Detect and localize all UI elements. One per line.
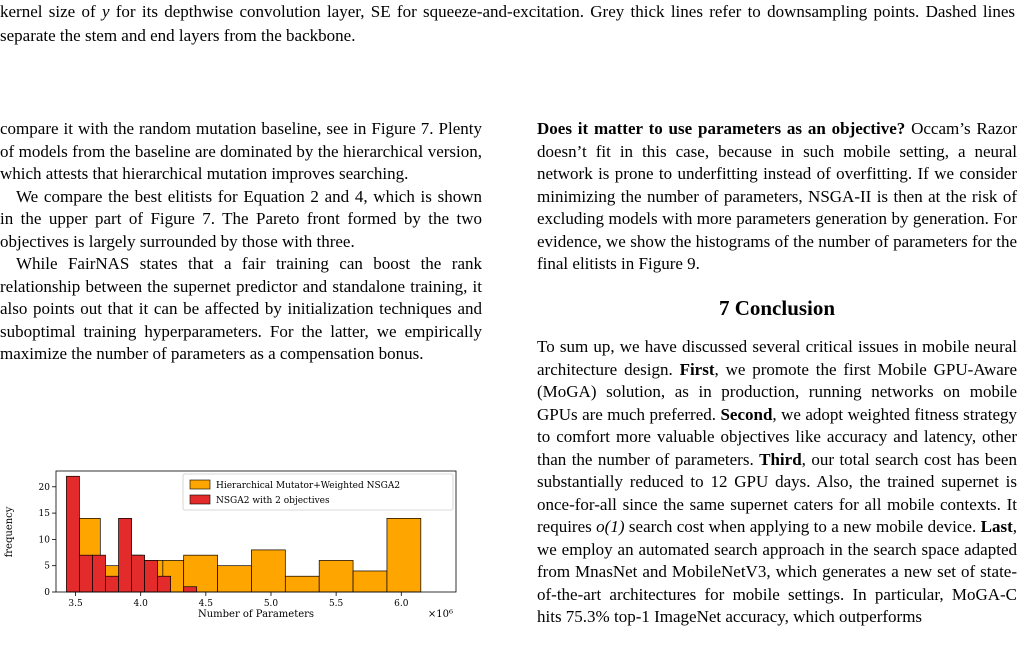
legend-label-hierarchical: Hierarchical Mutator+Weighted NSGA2: [216, 481, 401, 491]
text: , our total search cost has been substantially reduced to 12 GPU days. Also, the trained supernet is once-for-all since the same supernet caters for all mobile contexts. It requires: [537, 449, 1017, 536]
x-tick-label: 4.5: [198, 599, 214, 609]
bold-text: Third: [759, 449, 802, 469]
paragraph: We compare the best elitists for Equation 2 and 4, which is shown in the upper part of Figure 7. The Pareto front formed by the two objectives is largely surrounded by those with three.: [0, 186, 482, 251]
x-axis-label: Number of Parameters: [197, 609, 315, 620]
text: To sum up, we have discussed several critical issues in mobile neural architecture design.: [537, 337, 1017, 379]
legend-swatch-nsga2: [190, 495, 210, 504]
histogram-bar-series0-bin7: [251, 550, 285, 592]
bold-text: Last: [980, 517, 1013, 536]
legend-label-nsga2: NSGA2 with 2 objectives: [216, 496, 330, 506]
histogram-bar-series1-bin9: [184, 587, 197, 592]
chart-legend: [183, 474, 453, 510]
y-tick-label: 15: [38, 509, 50, 520]
bold-text: First: [679, 359, 715, 379]
text: search cost when applying to a new mobile device.: [624, 517, 981, 536]
x-axis-multiplier: ×10⁶: [427, 609, 453, 620]
paragraph-body: Occam’s Razor doesn’t fit in this case, because in such mobile setting, a neural network is prone to underfitting instead of overfitting. If we consider minimizing the number of parameters, NSGA-II is then at the risk of excluding models with more parameters generation by generation. For evidence, we show the histograms of the number of parameters for the final elitists in Figure 9.: [537, 119, 1017, 273]
histogram-chart: [0, 460, 470, 620]
y-tick-label: 20: [38, 482, 50, 493]
text: , we promote the first Mobile GPU-Aware (MoGA) solution, as in production, running networks on mobile GPUs are much preferred.: [537, 359, 1017, 424]
caption-variable: y: [101, 2, 110, 21]
bold-text: Second: [720, 404, 773, 424]
histogram-bar-series1-bin2: [92, 555, 105, 592]
left-column: [0, 118, 482, 366]
histogram-bar-series1-bin1: [79, 555, 92, 592]
histogram-bar-series0-bin11: [387, 518, 421, 592]
figure-caption: [0, 0, 1015, 48]
x-tick-label: 4.0: [133, 599, 148, 609]
y-tick-label: 0: [44, 588, 50, 598]
text: , we adopt weighted fitness strategy to comfort more valuable objectives like accuracy and latency, other than the number of parameters.: [537, 404, 1017, 469]
histogram-bar-series1-bin7: [158, 576, 171, 592]
histogram-bar-series0-bin9: [319, 560, 353, 592]
histogram-bar-series1-bin6: [145, 560, 158, 592]
math: o(1): [596, 517, 625, 536]
histogram-bar-series0-bin10: [353, 571, 387, 592]
text: , we employ an automated search approach in the search space adapted from MnasNet and MobileNetV3, which generates a new set of state-of-the-art architectures for mobile settings. In particular, MoGA-C hits 75.3% top-1 ImageNet accuracy, which outperforms: [537, 517, 1017, 626]
histogram-bar-series1-bin5: [132, 555, 145, 592]
histogram-bar-series1-bin0: [66, 476, 79, 592]
conclusion-section: [537, 336, 1017, 629]
x-tick-label: 6.0: [394, 599, 409, 609]
y-tick-label: 10: [38, 535, 50, 546]
histogram-bar-series0-bin6: [218, 566, 252, 592]
right-column: [537, 118, 1017, 276]
x-tick-label: 5.5: [328, 599, 344, 609]
x-tick-label: 5.0: [263, 599, 279, 609]
paragraph: While FairNAS states that a fair training can boost the rank relationship between the supernet predictor and standalone training, it also points out that it can be affected by initialization techniques and suboptimal training hyperparameters. For the latter, we empirically maximize the number of parameters as a compensation bonus.: [0, 254, 482, 363]
histogram-bar-series0-bin8: [285, 576, 319, 592]
x-tick-label: 3.5: [68, 599, 83, 609]
paragraph: [537, 336, 1017, 629]
section-heading: 7 Conclusion: [718, 296, 836, 320]
paragraph: compare it with the random mutation baseline, see in Figure 7. Plenty of models from the baseline are dominated by the hierarchical version, which attests that hierarchical mutation improves searching.: [0, 119, 482, 183]
paragraph: [537, 118, 1017, 276]
caption-text: kernel size of: [0, 2, 102, 21]
paragraph-heading: Does it matter to use parameters as an objective?: [537, 119, 906, 138]
caption-text-rest: for its depthwise convolution layer, SE for squeeze-and-excitation. Grey thick lines refer to downsampling points. Dashed lines separate the stem and end layers from the backbone.: [0, 2, 1015, 45]
y-axis-label: frequency: [4, 506, 15, 558]
y-tick-label: 5: [44, 561, 50, 572]
histogram-bar-series1-bin3: [106, 576, 119, 592]
histogram-bar-series1-bin4: [119, 518, 132, 592]
legend-swatch-hierarchical: [190, 480, 210, 489]
